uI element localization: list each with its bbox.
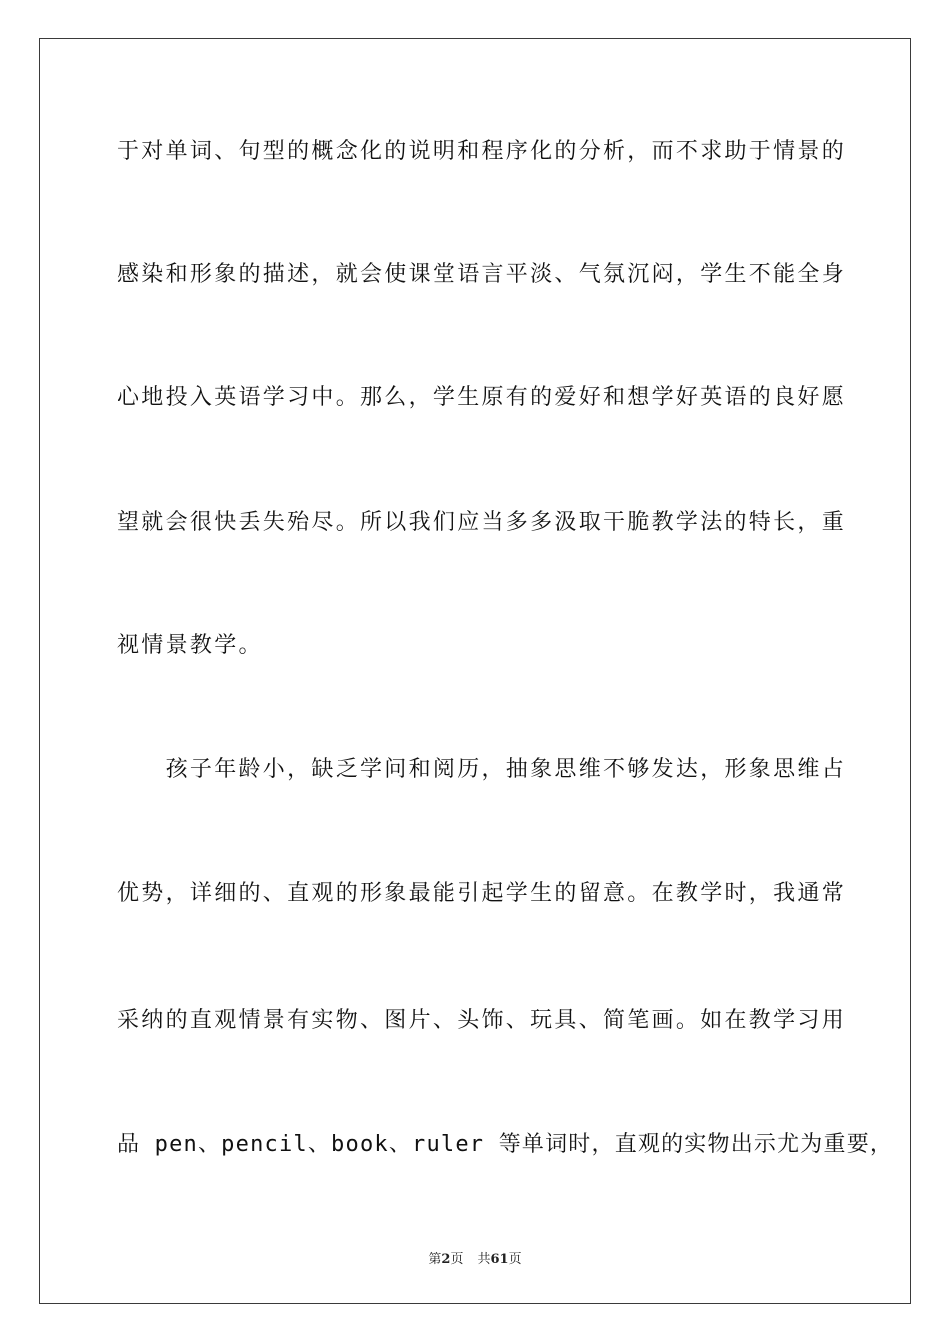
- text-line-5: 视情景教学。: [117, 633, 263, 658]
- text-line-2: 感染和形象的描述，就会使课堂语言平淡、气氛沉闷，学生不能全身: [117, 262, 847, 287]
- page-number: 2: [441, 1252, 451, 1267]
- text-line-1: 于对单词、句型的概念化的说明和程序化的分析，而不求助于情景的: [117, 139, 847, 164]
- total-prefix: 共: [477, 1252, 491, 1267]
- text-line-7: 优势，详细的、直观的形象最能引起学生的留意。在教学时，我通常: [117, 881, 847, 906]
- text-line-8: 采纳的直观情景有实物、图片、头饰、玩具、简笔画。如在教学习用: [117, 1008, 847, 1033]
- total-suffix: 页: [508, 1252, 522, 1267]
- page-border: [39, 38, 911, 1304]
- text-line-4: 望就会很快丢失殆尽。所以我们应当多多汲取干脆教学法的特长，重: [117, 510, 847, 535]
- page-prefix: 第: [428, 1252, 442, 1267]
- text-line-9: 品 pen、pencil、book、ruler 等单词时，直观的实物出示尤为重要，: [117, 1132, 894, 1157]
- page-suffix: 页: [450, 1252, 464, 1267]
- total-pages: 61: [490, 1252, 509, 1267]
- text-line-3: 心地投入英语学习中。那么，学生原有的爱好和想学好英语的良好愿: [117, 385, 847, 410]
- page-footer: [0, 1248, 950, 1267]
- text-line-6: 孩子年龄小，缺乏学问和阅历，抽象思维不够发达，形象思维占: [117, 757, 847, 782]
